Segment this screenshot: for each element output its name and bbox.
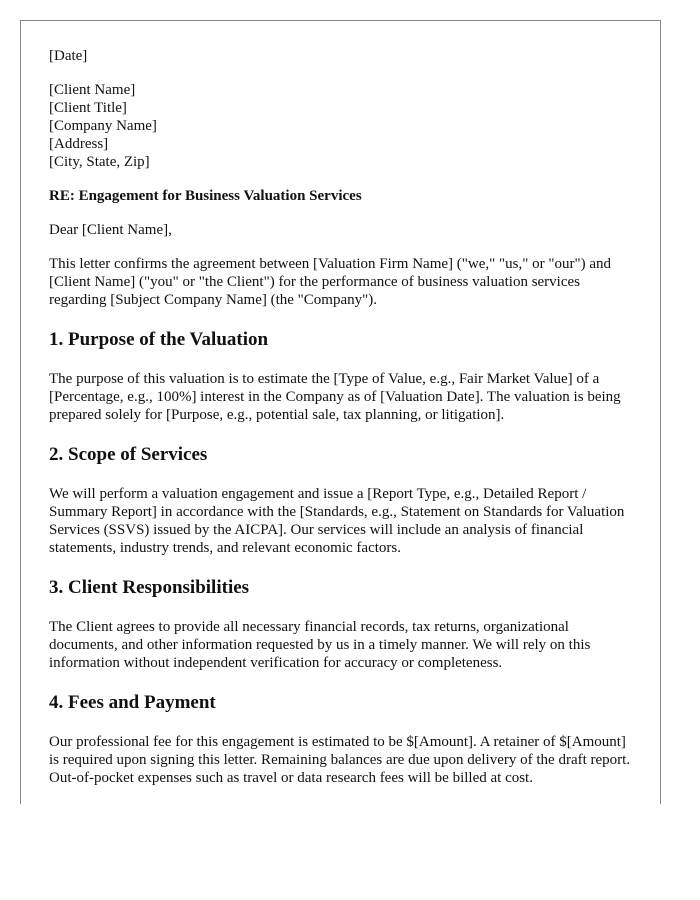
subject-line: RE: Engagement for Business Valuation Services — [49, 188, 362, 204]
address-client-title: [Client Title] — [49, 100, 127, 116]
section-text-purpose: The purpose of this valuation is to estimate the [Type of Value, e.g., Fair Market Value] of a [Percentage, e.g., 100%] interest in the Company as of [Valuation Date]. The valuation is being prepared solely for [Purpose, e.g., potential sale, tax planning, or litigation]. — [49, 371, 621, 423]
section-heading-fees: 4. Fees and Payment — [49, 692, 216, 713]
section-text-scope: We will perform a valuation engagement and issue a [Report Type, e.g., Detailed Report / Summary Report] in accordance with the [Standards, e.g., Statement on Standards for Valuation Services (SSVS) issued by the AICPA]. Our services will include an analysis of financial statements, industry trends, and relevant economic factors. — [49, 486, 625, 556]
recipient-address — [49, 81, 634, 171]
intro-paragraph: This letter confirms the agreement between [Valuation Firm Name] ("we," "us," or "our") and [Client Name] ("you" or "the Client") for the performance of business valuation services regarding [Subject Company Name] (the "Company"). — [49, 256, 611, 308]
section-text-fees: Our professional fee for this engagement is estimated to be $[Amount]. A retainer of $[Amount] is required upon signing this letter. Remaining balances are due upon delivery of the draft report. Out-of-pocket expenses such as travel or data research fees will be billed at cost. — [49, 734, 631, 786]
section-heading-client-responsibilities: 3. Client Responsibilities — [49, 577, 250, 598]
address-city-state-zip: [City, State, Zip] — [49, 154, 150, 170]
document-page — [20, 20, 661, 804]
address-company-name: [Company Name] — [49, 118, 157, 134]
address-street: [Address] — [49, 136, 109, 152]
address-client-name: [Client Name] — [49, 82, 136, 98]
letter-date: [Date] — [49, 48, 88, 64]
section-heading-scope: 2. Scope of Services — [49, 444, 208, 465]
salutation: Dear [Client Name], — [49, 222, 172, 238]
section-text-client-responsibilities: The Client agrees to provide all necessary financial records, tax returns, organizational documents, and other information requested by us in a timely manner. We will rely on this information without independent verification for accuracy or completeness. — [49, 619, 591, 671]
letter-body — [49, 47, 634, 787]
section-heading-purpose: 1. Purpose of the Valuation — [49, 329, 269, 350]
